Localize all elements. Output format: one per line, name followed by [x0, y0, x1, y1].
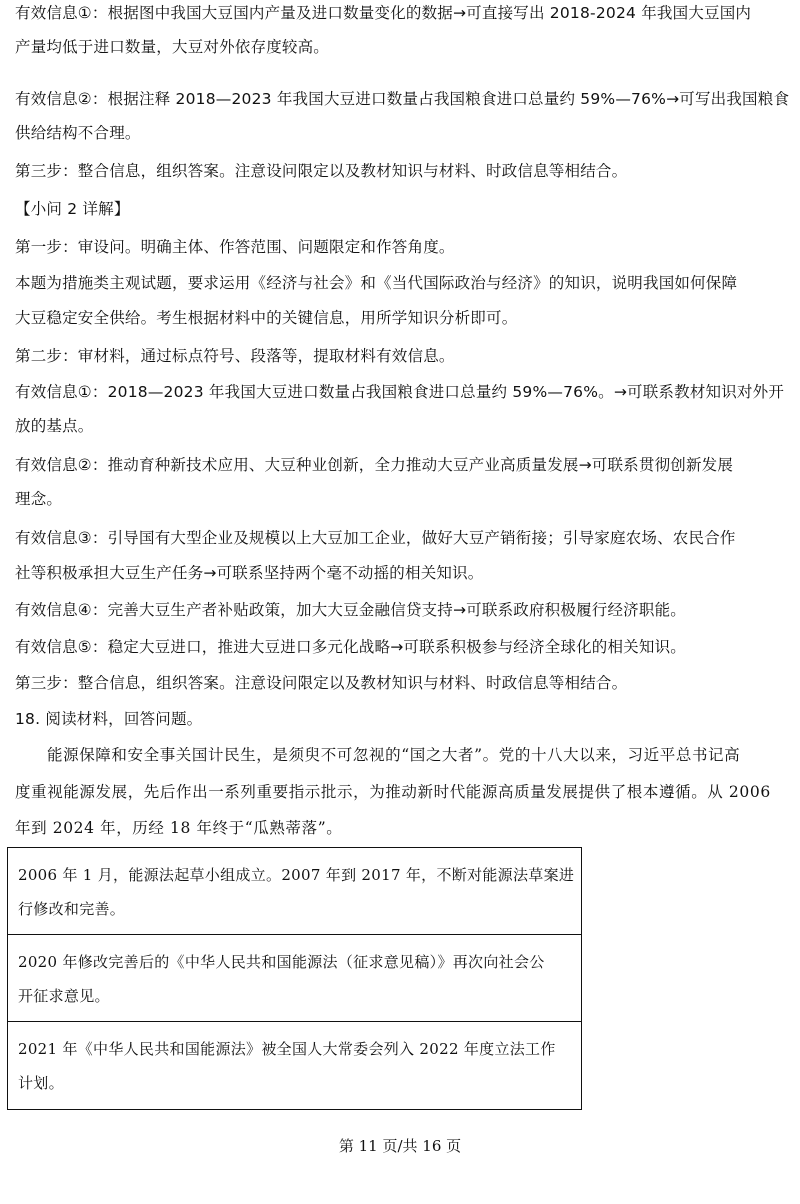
table-row: [8, 935, 581, 1022]
table-cell-text: 开征求意见。: [18, 987, 110, 1005]
text-line: 产量均低于进口数量，大豆对外依存度较高。: [15, 38, 330, 56]
timeline-table: [7, 847, 582, 1110]
page-number: 第 11 页/共 16 页: [338, 1137, 462, 1155]
table-cell-text: 2021 年《中华人民共和国能源法》被全国人大常委会列入 2022 年度立法工作: [18, 1040, 556, 1058]
text-line: 大豆稳定安全供给。考生根据材料中的关键信息，用所学知识分析即可。: [15, 309, 518, 327]
table-row: [8, 848, 581, 935]
table-cell-text: 2020 年修改完善后的《中华人民共和国能源法（征求意见稿）》再次向社会公: [18, 953, 545, 971]
material-text: 度重视能源发展，先后作出一系列重要指示批示，为推动新时代能源高质量发展提供了根本遵循。从 2006: [15, 783, 771, 801]
text-line: 第三步：整合信息，组织答案。注意设问限定以及教材知识与材料、时政信息等相结合。: [15, 674, 628, 692]
table-row: [8, 1022, 581, 1109]
text-line: 有效信息④：完善大豆生产者补贴政策，加大大豆金融信贷支持→可联系政府积极履行经济职能。: [15, 601, 686, 619]
text-line: 有效信息①：根据图中我国大豆国内产量及进口数量变化的数据→可直接写出 2018-2024 年我国大豆国内: [15, 4, 752, 22]
text-line: 社等积极承担大豆生产任务→可联系坚持两个毫不动摇的相关知识。: [15, 564, 484, 582]
table-cell-text: 2006 年 1 月，能源法起草小组成立。2007 年到 2017 年，不断对能源法草案进: [18, 866, 575, 884]
text-line: 有效信息②：根据注释 2018—2023 年我国大豆进口数量占我国粮食进口总量约 59%—76%→可写出我国粮食: [15, 90, 790, 108]
text-line: 放的基点。: [15, 417, 94, 435]
text-line: 理念。: [15, 490, 63, 508]
section-heading: 【小问 2 详解】: [15, 200, 130, 218]
text-line: 第三步：整合信息，组织答案。注意设问限定以及教材知识与材料、时政信息等相结合。: [15, 162, 628, 180]
material-text: 能源保障和安全事关国计民生，是须臾不可忽视的“国之大者”。党的十八大以来，习近平总书记高: [47, 746, 741, 764]
material-text: 年到 2024 年，历经 18 年终于“瓜熟蒂落”。: [15, 819, 343, 837]
table-cell-text: 行修改和完善。: [18, 900, 126, 918]
text-line: 本题为措施类主观试题，要求运用《经济与社会》和《当代国际政治与经济》的知识，说明我国如何保障: [15, 274, 738, 292]
text-line: 第一步：审设问。明确主体、作答范围、问题限定和作答角度。: [15, 238, 455, 256]
text-line: 有效信息③：引导国有大型企业及规模以上大豆加工企业，做好大豆产销衔接；引导家庭农场、农民合作: [15, 529, 736, 547]
text-line: 有效信息⑤：稳定大豆进口，推进大豆进口多元化战略→可联系积极参与经济全球化的相关知识。: [15, 638, 686, 656]
question-title: 18. 阅读材料，回答问题。: [15, 710, 203, 728]
text-line: 供给结构不合理。: [15, 124, 141, 142]
table-cell-text: 计划。: [18, 1074, 64, 1092]
text-line: 有效信息②：推动育种新技术应用、大豆种业创新，全力推动大豆产业高质量发展→可联系贯彻创新发展: [15, 456, 734, 474]
text-line: 第二步：审材料，通过标点符号、段落等，提取材料有效信息。: [15, 347, 455, 365]
text-line: 有效信息①：2018—2023 年我国大豆进口数量占我国粮食进口总量约 59%—76%。→可联系教材知识对外开: [15, 383, 785, 401]
